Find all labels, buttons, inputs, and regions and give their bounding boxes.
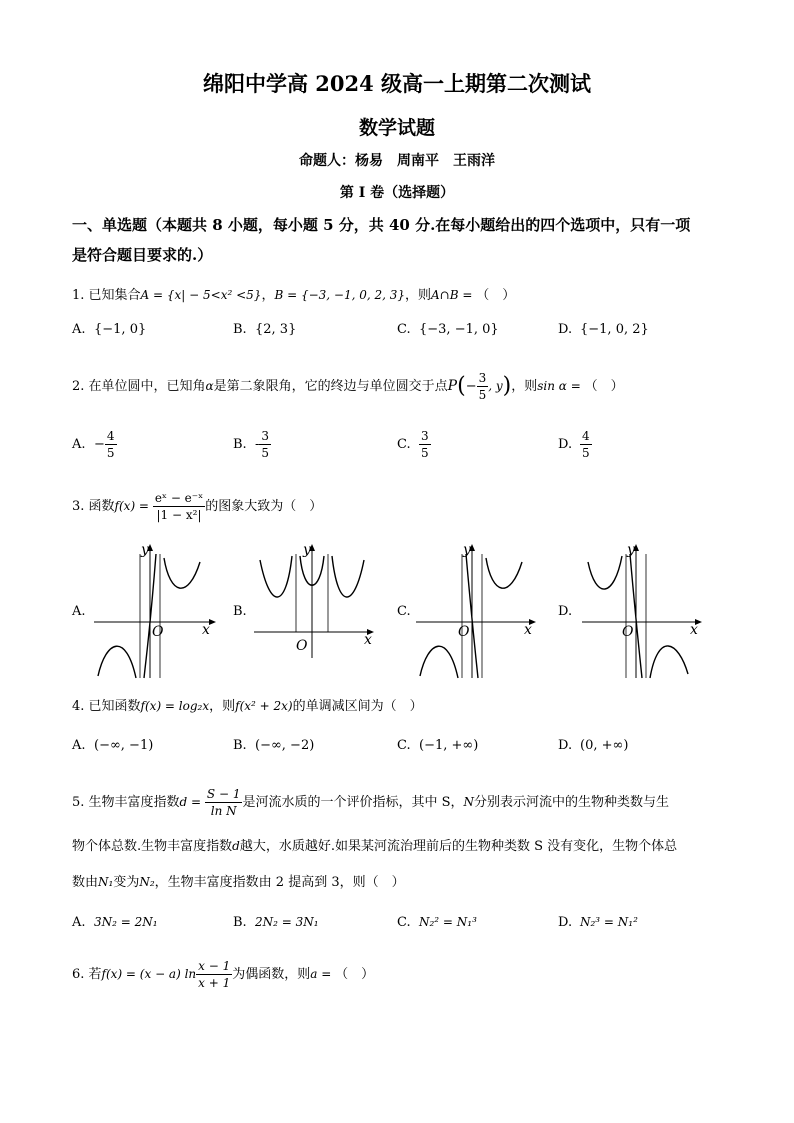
y-label: y [627,542,635,558]
question-6-paren: （ ） [335,967,375,982]
curve-right [332,556,364,597]
question-5-n2: N₂ [139,875,155,889]
question-2-option-b[interactable] [233,428,271,461]
x-label: x [202,622,210,638]
question-5-d: d [232,839,240,853]
question-5-line2: 物个体总数.生物丰富度指数 [72,839,233,854]
graph-b-label: B. [233,604,247,619]
question-4-prefix: 4. 已知函数 [72,699,141,714]
question-5-fraction [205,786,243,819]
question-1-ask: ，则 [405,288,432,303]
origin-label: O [152,624,164,640]
question-5-line1-end: 分别表示河流中的生物种类数与生 [474,795,670,810]
origin-label: O [296,638,308,654]
graph-a-label: A. [72,604,86,619]
question-5-line2-rest: 越大，水质越好.如果某河流治理前后的生物种类数 S 没有变化，生物个体总 [239,839,678,854]
curve-right [486,558,522,588]
option-label: D. [558,437,573,452]
fraction-numerator: 3 [421,429,429,443]
fraction-numerator: 3 [478,371,487,385]
question-5-line1-rest: 是河流水质的一个评价指标，其中 S， [242,795,464,810]
fraction-denominator: |1 − x²| [156,508,202,522]
graph-d-label: D. [558,604,573,619]
option-label: C. [397,738,411,753]
question-6-fx: f(x) = (x − a) ln [101,967,197,981]
question-6-expr: a = [310,967,336,981]
option-label: C. [397,437,411,452]
curve-left [98,646,136,678]
option-label: D. [558,738,573,753]
question-6-fraction [196,958,232,991]
curve-right [164,558,200,588]
option-label: A. [72,738,86,753]
section-heading-line2: 是符合题目要求的.） [72,246,213,264]
question-4-fx: f(x) = log₂x [140,699,210,713]
fraction-numerator: 3 [261,429,270,443]
question-1-paren: （ ） [476,288,516,303]
question-3-fraction [153,490,205,523]
question-3-suffix: 的图象大致为（ ） [205,499,323,514]
option-label: C. [397,322,411,337]
question-1-expr: A∩B = [431,288,477,302]
origin-label: O [622,624,634,640]
fraction-numerator: x − 1 [198,959,231,973]
x-label: x [524,622,532,638]
question-2-ask: ，则 [511,379,538,394]
option-value: (−∞, −2) [255,738,315,753]
fraction-numerator: 4 [582,429,590,443]
exam-volume: 第 I 卷（选择题） [339,185,455,201]
fraction-denominator: 5 [106,446,115,460]
fraction-denominator: 5 [582,446,590,460]
y-label: y [141,542,149,558]
question-2-expr: sin α = [537,379,585,393]
question-1-option-c[interactable] [397,322,499,337]
origin-label: O [458,624,470,640]
option-value: N₂³ = N₁² [580,915,638,929]
section-heading-line1: 一、单选题（本题共 8 小题，每小题 5 分，共 40 分.在每小题给出的四个选项中，只有一项 [72,216,691,234]
question-4-expr: f(x² + 2x) [235,699,293,713]
question-2-alpha: α [205,379,214,393]
option-sign: - [255,437,260,452]
option-value: (−∞, −1) [94,738,154,753]
question-4-stem [72,696,423,717]
question-6-prefix: 6. 若 [72,967,102,982]
question-5-option-d[interactable] [558,915,638,930]
question-5-line-2 [72,836,677,857]
option-label: D. [558,915,573,930]
option-value: 3N₂ = 2N₁ [94,915,158,929]
question-2-paren: （ ） [584,379,624,394]
question-6-stem [72,958,374,991]
option-label: B. [233,322,247,337]
option-label: A. [72,915,86,930]
question-5-line3-a: 数由 [72,875,99,890]
fraction-denominator: ln N [210,804,237,818]
curve-left [260,556,292,597]
question-1-sep: ， [261,288,275,303]
graph-c-label: C. [397,604,411,619]
fraction-numerator: 4 [106,429,115,443]
fraction-denominator: x + 1 [198,976,231,990]
question-3-fx: f(x) = [114,499,153,513]
question-3-stem [72,490,322,523]
option-label: B. [233,437,247,452]
question-5-d-eq: d = [179,795,205,809]
fraction-denominator: 5 [478,388,487,402]
question-3-prefix: 3. 函数 [72,499,115,514]
question-5-line3-b: 变为 [113,875,140,890]
x-axis-arrow [209,619,216,625]
question-1-prefix: 1. 已知集合 [72,288,141,303]
question-4-option-d[interactable] [558,738,628,753]
question-2-point-p: P [447,378,458,394]
question-2-stem: 2. 在单位圆中，已知角α是第二象限角，它的终边与单位圆交于点P(− $\frac{3}{5}$ , y)，则sin α = （ ） [72,371,624,402]
question-5-option-b[interactable] [233,915,319,930]
question-4-option-b[interactable] [233,738,314,753]
question-6-mid: 为偶函数，则 [232,967,311,982]
question-5-option-a[interactable] [72,915,158,930]
option-sign: − [94,437,105,452]
option-label: B. [233,738,247,753]
question-2-point-y: , y [488,379,503,393]
graph-c[interactable] [414,540,544,680]
option-label: C. [397,915,411,930]
option-label: A. [72,322,86,337]
question-1-set-b: B = {−3, −1, 0, 2, 3} [274,288,406,302]
graph-d[interactable] [580,540,710,680]
exam-subtitle: 数学试题 [358,117,435,139]
question-5-option-c[interactable] [397,915,477,930]
option-value: 2N₂ = 3N₁ [255,915,319,929]
option-value: N₂² = N₁³ [419,915,477,929]
option-label: D. [558,322,573,337]
question-4-option-a[interactable] [72,738,153,753]
question-5-line-1 [72,786,669,819]
option-label: B. [233,915,247,930]
fraction-numerator: eˣ − e⁻ˣ [154,491,204,505]
option-label: A. [72,437,86,452]
option-value: (−1, +∞) [419,738,479,753]
question-5-line-3 [72,872,405,893]
fraction-denominator: 5 [261,446,270,460]
option-value: {−3, −1, 0} [419,322,499,337]
graph-b[interactable] [252,540,382,660]
y-label: y [463,542,471,558]
question-4-suffix: 的单调减区间为（ ） [292,699,423,714]
curve-left [420,646,458,678]
y-label: y [303,542,311,558]
question-1-option-b[interactable] [233,322,296,337]
graph-a[interactable] [92,540,222,680]
question-1-set-a: A = {x| − 5<x² <5} [140,288,262,302]
curve-right [650,646,688,678]
question-5-line3-c: ，生物丰富度指数由 2 提高到 3，则（ ） [154,875,405,890]
x-label: x [690,622,698,638]
question-2-prefix: 2. 在单位圆中，已知角 [72,379,206,394]
question-2-mid: 是第二象限角，它的终边与单位圆交于点 [213,379,448,394]
option-value: {−1, 0, 2} [580,322,649,337]
option-value: (0, +∞) [580,738,629,753]
question-5-n: N [463,795,475,809]
option-value: {−1, 0} [94,322,147,337]
question-2-option-d[interactable] [558,428,592,461]
question-1-stem [72,285,515,306]
question-1-option-a[interactable] [72,322,146,337]
question-2-option-c[interactable] [397,428,431,461]
x-label: x [364,632,372,648]
curve-left [588,556,622,589]
question-2-option-a[interactable] [72,428,117,461]
option-value: {2, 3} [255,322,297,337]
exam-authors: 命题人：杨易 周南平 王雨洋 [299,153,495,169]
question-5-n1: N₁ [98,875,114,889]
question-1-option-d[interactable] [558,322,649,337]
question-4-mid: ，则 [209,699,236,714]
fraction-numerator: S − 1 [206,787,241,801]
fraction-denominator: 5 [421,446,429,460]
exam-title: 绵阳中学高 2024 级高一上期第二次测试 [202,71,592,96]
question-2-point-fraction [477,370,489,403]
question-4-option-c[interactable] [397,738,478,753]
question-5-prefix: 5. 生物丰富度指数 [72,795,180,810]
